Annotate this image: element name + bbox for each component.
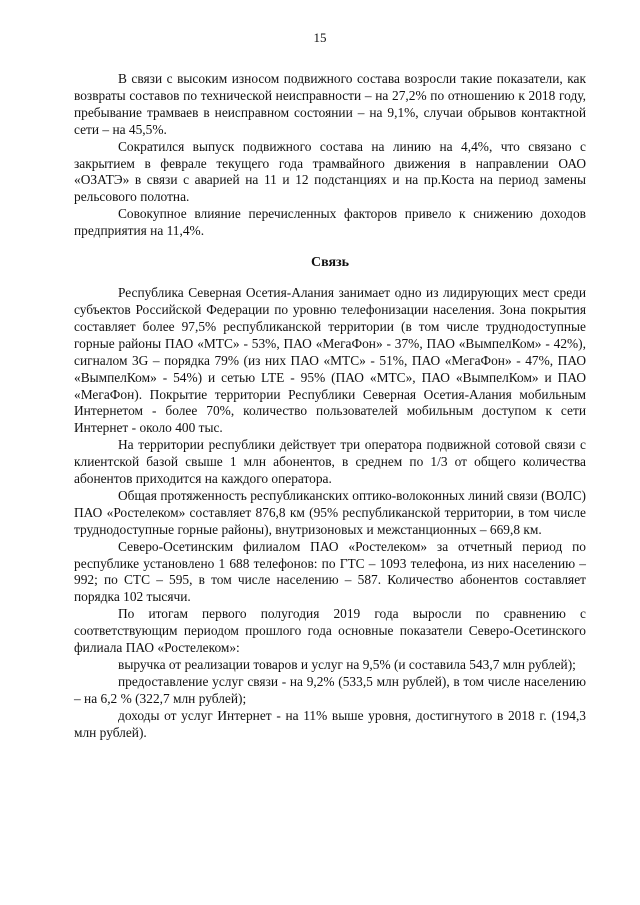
- list-item-communication-services: предоставление услуг связи - на 9,2% (533,5 млн рублей), в том числе населению – на 6,2 % (322,7 млн рублей);: [74, 673, 586, 706]
- list-item-revenue: выручка от реализации товаров и услуг на 9,5% (и составила 543,7 млн рублей);: [118, 657, 576, 672]
- paragraph-rolling-stock-wear: В связи с высоким износом подвижного состава возросли такие показатели, как возвраты составов по технической неисправности – на 27,2% по отношению к 2018 году, пребывание трамваев в неисправном состоянии – на 9,1%, случаи обрывов контактной сети – на 45,5%.: [74, 71, 586, 137]
- paragraph-rostelecom-phones: Северо-Осетинским филиалом ПАО «Ростелеком» за отчетный период по республике установлено 1 688 телефонов: по ГТС – 1093 телефона, из них населению – 992; по СТС – 595, в том числе населению – 587. Количество абонентов составляет порядка 102 тысячи.: [74, 538, 586, 605]
- paragraph-mobile-operators: На территории республики действует три оператора подвижной сотовой связи с клиентской базой свыше 1 млн абонентов, в среднем по 1/3 от общего количества абонентов приходится на каждого оператора.: [74, 437, 586, 487]
- section-heading-communications: Связь: [310, 255, 350, 271]
- paragraph-half-year-results: По итогам первого полугодия 2019 года выросли по сравнению с соответствующим периодом прошлого года основные показатели Северо-Осетинского филиала ПАО «Ростелеком»:: [74, 606, 586, 656]
- paragraph-fiber-lines: Общая протяженность республиканских оптико-волоконных линий связи (ВОЛС) ПАО «Ростелеком» составляет 876,8 км (95% республиканской территории, в том числе труднодоступные горные районы), внутризоновых и межстанционных – 669,8 км.: [74, 487, 586, 537]
- document-body: [74, 71, 586, 742]
- paragraph-revenue-decline: Совокупное влияние перечисленных факторов привело к снижению доходов предприятия на 11,4%.: [74, 206, 586, 239]
- paragraph-telephony-coverage: Республика Северная Осетия-Алания занимает одно из лидирующих мест среди субъектов Российской Федерации по уровню телефонизации населения. Зона покрытия составляет более 97,5% республиканской территории (в том числе труднодоступные горные районы ПАО «МТС» - 53%, ПАО «МегаФон» - 37%, ПАО «ВымпелКом» - 42%), сигналом 3G – порядка 79% (из них ПАО «МТС» - 51%, ПАО «МегаФон» - 47%, ПАО «ВымпелКом» - 54%) и сетью LTE - 95% (ПАО «МТС», ПАО «ВымпелКом» и ПАО «МегаФон). Покрытие территории Республики Северная Осетия-Алания мобильным Интернетом - более 70%, количество пользователей мобильным доступом к сети Интернет - около 400 тыс.: [74, 285, 586, 436]
- paragraph-rolling-stock-output: Сократился выпуск подвижного состава на линию на 4,4%, что связано с закрытием в феврале текущего года трамвайного движения в направлении ОАО «ОЗАТЭ» в связи с аварией на 11 и 12 подстанциях и на пр.Коста на период замены рельсового полотна.: [74, 138, 586, 205]
- page-number: 15: [313, 30, 327, 45]
- list-item-internet-income: доходы от услуг Интернет - на 11% выше уровня, достигнутого в 2018 г. (194,3 млн рублей).: [74, 707, 586, 740]
